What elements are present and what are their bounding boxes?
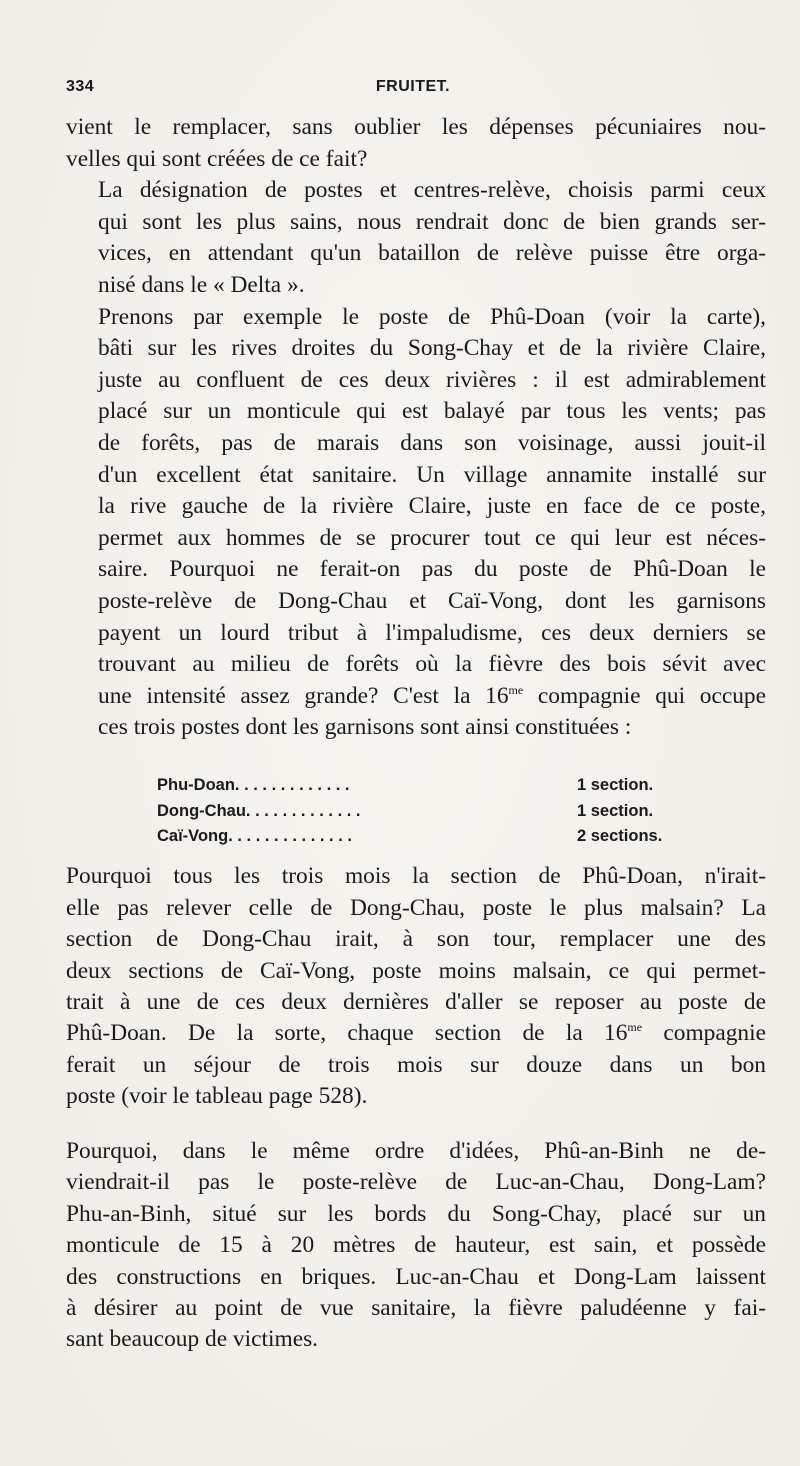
text-line: trait à une de ces deux dernières d'aller se reposer au poste de bbox=[66, 989, 766, 1016]
text-line: Phu-an-Binh, situé sur les bords du Song-Chay, placé sur un bbox=[66, 1200, 766, 1227]
text-line: section de Dong-Chau irait, à son tour, remplacer une des bbox=[66, 926, 766, 953]
text-line: poste-relève de Dong-Chau et Caï-Vong, dont les garnisons bbox=[98, 587, 766, 614]
text-line: d'un excellent état sanitaire. Un village annamite installé sur bbox=[98, 461, 766, 488]
text-line: ferait un séjour de trois mois sur douze dans un bon bbox=[66, 1051, 766, 1078]
text-line: saire. Pourquoi ne ferait-on pas du poste de Phû-Doan le bbox=[98, 556, 766, 583]
text-line: Pourquoi tous les trois mois la section de Phû-Doan, n'irait- bbox=[66, 863, 766, 890]
text-line: bâti sur les rives droites du Song-Chay et de la rivière Claire, bbox=[98, 335, 766, 362]
text-line: qui sont les plus sains, nous rendrait donc de bien grands ser- bbox=[98, 208, 766, 235]
text-line: la rive gauche de la rivière Claire, juste en face de ce poste, bbox=[98, 493, 766, 520]
text-line: vices, en attendant qu'un bataillon de relève puisse être orga- bbox=[98, 240, 766, 267]
text-line: La désignation de postes et centres-relève, choisis parmi ceux bbox=[98, 177, 766, 204]
text-line: ces trois postes dont les garnisons sont ainsi constituées : bbox=[98, 714, 632, 741]
body-text-top bbox=[66, 112, 766, 744]
section-count: 1 section. bbox=[577, 776, 654, 794]
section-count: 1 section. bbox=[577, 801, 654, 820]
text-line: permet aux hommes de se procurer tout ce qui leur est néces- bbox=[98, 524, 766, 551]
body-text-bottom bbox=[66, 838, 766, 1379]
post-name: Phu-Doan. . . . . . . . . . . . . bbox=[157, 776, 350, 794]
table-row bbox=[157, 802, 697, 828]
paragraph bbox=[66, 1136, 766, 1356]
text-line: sant beaucoup de victimes. bbox=[66, 1326, 319, 1353]
page-header bbox=[66, 78, 760, 102]
text-line: vient le remplacer, sans oublier les dépenses pécuniaires nou- bbox=[66, 114, 766, 140]
text-line: elle pas relever celle de Dong-Chau, poste le plus malsain? La bbox=[66, 894, 766, 921]
table-row bbox=[157, 776, 697, 802]
text-line: monticule de 15 à 20 mètres de hauteur, est sain, et possède bbox=[66, 1232, 766, 1259]
post-name: Caï-Vong. . . . . . . . . . . . . . bbox=[157, 827, 352, 845]
text-line: Phû-Doan. De la sorte, chaque section de la $16^{me}$ compagnie bbox=[66, 1020, 766, 1047]
text-line: trouvant au milieu de forêts où la fièvre des bois sévit avec bbox=[98, 651, 766, 678]
post-name: Dong-Chau. . . . . . . . . . . . . bbox=[157, 801, 361, 820]
text-line: poste (voir le tableau page 528). bbox=[66, 1083, 368, 1110]
text-line: Prenons par exemple le poste de Phû-Doan (voir la carte), bbox=[98, 303, 766, 330]
section-count: 2 sections. bbox=[577, 827, 663, 845]
text-line: nisé dans le « Delta ». bbox=[98, 271, 305, 298]
text-line: deux sections de Caï-Vong, poste moins malsain, ce qui permet- bbox=[66, 957, 766, 984]
text-line: une intensité assez grande? C'est la $16^{me}$ compagnie qui occupe bbox=[98, 682, 766, 709]
text-line: Pourquoi, dans le même ordre d'idées, Phû-an-Binh ne de- bbox=[66, 1138, 766, 1165]
text-line: viendrait-il pas le poste-relève de Luc-an-Chau, Dong-Lam? bbox=[66, 1169, 766, 1196]
text-line: placé sur un monticule qui est balayé par tous les vents; pas bbox=[98, 398, 766, 425]
paragraph bbox=[66, 302, 766, 744]
paragraph bbox=[66, 175, 766, 301]
text-line: payent un lourd tribut à l'impaludisme, ces deux derniers se bbox=[98, 619, 766, 646]
text-line: velles qui sont créées de ce fait? bbox=[66, 145, 368, 172]
running-title: FRUITET. bbox=[375, 78, 451, 95]
text-line: juste au confluent de ces deux rivières : il est admirablement bbox=[98, 366, 766, 393]
text-line: des constructions en briques. Luc-an-Chau et Dong-Lam laissent bbox=[66, 1263, 766, 1290]
text-line: de forêts, pas de marais dans son voisinage, aussi jouit-il bbox=[98, 429, 766, 456]
text-line: à désirer au point de vue sanitaire, la fièvre paludéenne y fai- bbox=[66, 1295, 766, 1322]
paragraph bbox=[66, 112, 766, 175]
paragraph bbox=[66, 861, 766, 1112]
page-number: 334 bbox=[66, 78, 95, 95]
